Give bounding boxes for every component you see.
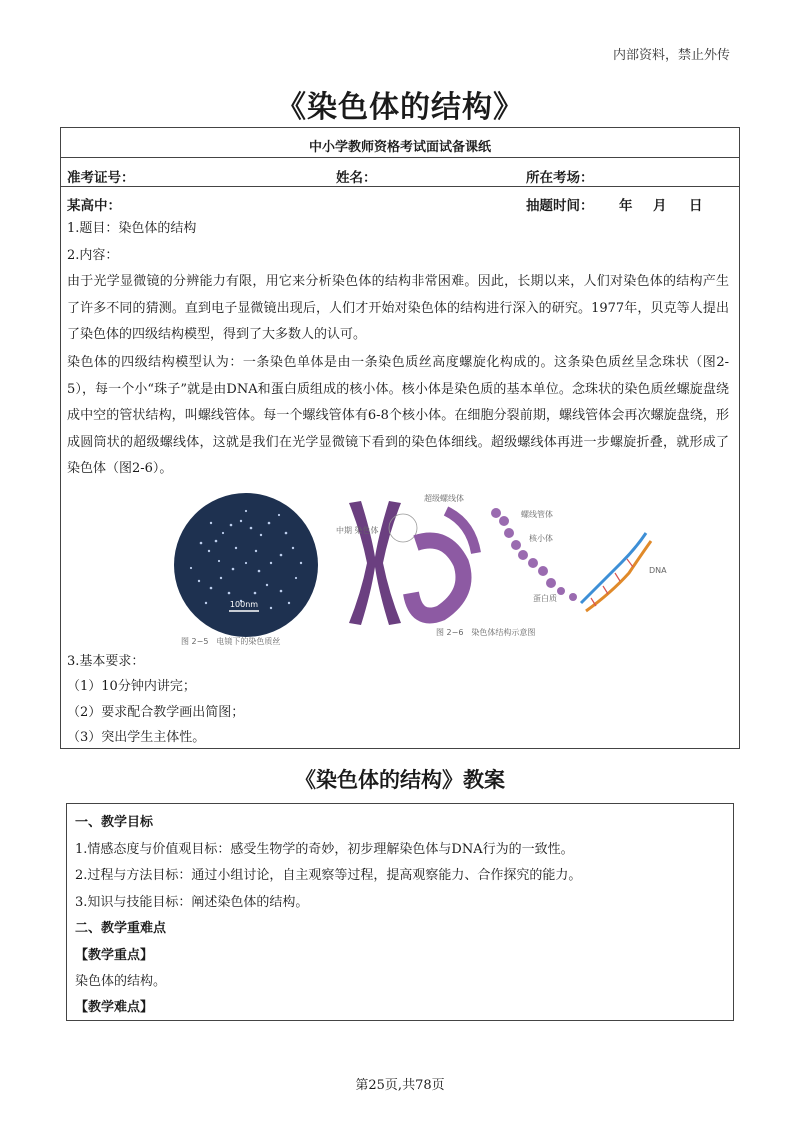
content-paragraph-2: 染色体的四级结构模型认为：一条染色单体是由一条染色质丝高度螺旋化构成的。这条染色质丝呈念珠状（图2-5），每一个小“珠子”就是由DNA和蛋白质组成的核小体。核小体是染色质的基本单位。念珠状的染色质丝螺旋盘绕成中空的管状结构，叫螺线管体。每一个螺线管体有6-8个核小体。在细胞分裂前期，螺线管体会再次螺旋盘绕，形成圆筒状的超级螺线体，这就是我们在光学显微镜下看到的染色体细线。超级螺线体再进一步螺旋折叠，就形成了染色体（图2-6）。 bbox=[67, 355, 729, 476]
label-middle-chromosome: 中期 染色体 bbox=[336, 526, 379, 535]
label-dna: DNA bbox=[649, 566, 667, 575]
requirement-item: （2）要求配合教学画出简图； bbox=[67, 705, 245, 720]
month-label: 月 bbox=[653, 198, 667, 214]
sheet-header: 中小学教师资格考试面试备课纸 bbox=[308, 140, 491, 155]
key-point-text: 染色体的结构。 bbox=[75, 974, 167, 989]
requirement-item: （1）10分钟内讲完； bbox=[67, 679, 196, 694]
name-label: 姓名： bbox=[336, 170, 377, 186]
label-super-coil: 超级螺线体 bbox=[424, 494, 464, 503]
content-paragraph-1: 由于光学显微镜的分辨能力有限，用它来分析染色体的结构非常困难。因此，长期以来，人们对染色体的结构产生了许多不同的猜测。直到电子显微镜出现后，人们才开始对染色体的结构进行深入的研究。1977年，贝克等人提出了染色体的四级结构模型，得到了大多数人的认可。 bbox=[67, 274, 729, 342]
goal-item: 1.情感态度与价值观目标：感受生物学的奇妙，初步理解染色体与DNA行为的一致性。 bbox=[75, 842, 574, 857]
level-label: 某高中： bbox=[67, 198, 121, 214]
topic-line: 1.题目：染色体的结构 bbox=[67, 221, 197, 236]
watermark-text: 内部资料，禁止外传 bbox=[612, 48, 730, 63]
divider bbox=[61, 157, 739, 158]
page-title: 《染色体的结构》 bbox=[276, 90, 524, 125]
goal-item: 3.知识与技能目标：阐述染色体的结构。 bbox=[75, 895, 309, 910]
year-label: 年 bbox=[619, 198, 633, 214]
figure-2-5-caption: 图 2−5 电镜下的染色质丝 bbox=[181, 637, 281, 646]
key-point-label: 【教学重点】 bbox=[75, 948, 154, 963]
figure-2-6-caption: 图 2−6 染色体结构示意图 bbox=[436, 628, 536, 637]
label-solenoid: 螺线管体 bbox=[521, 510, 553, 519]
chromosome-figure bbox=[171, 493, 671, 648]
label-protein: 蛋白质 bbox=[533, 594, 557, 603]
scale-bar-label: 100nm bbox=[229, 600, 259, 609]
micrograph-image bbox=[174, 493, 318, 646]
goal-item: 2.过程与方法目标：通过小组讨论，自主观察等过程，提高观察能力、合作探究的能力。 bbox=[75, 868, 582, 883]
exam-room-label: 所在考场： bbox=[526, 170, 594, 186]
difficulty-label: 【教学难点】 bbox=[75, 1000, 154, 1015]
requirements-label: 3.基本要求： bbox=[67, 654, 145, 669]
section-key-difficult: 二、教学重难点 bbox=[75, 921, 167, 936]
divider bbox=[61, 186, 739, 187]
lesson-plan-box bbox=[66, 803, 734, 1021]
day-label: 日 bbox=[689, 198, 703, 214]
lesson-plan-title: 《染色体的结构》教案 bbox=[295, 767, 505, 792]
draw-time-label: 抽题时间： bbox=[526, 198, 594, 214]
content-label: 2.内容： bbox=[67, 248, 119, 263]
section-teaching-goals: 一、教学目标 bbox=[75, 815, 154, 830]
exam-id-label: 准考证号： bbox=[67, 170, 135, 186]
prep-sheet-table bbox=[60, 127, 740, 749]
requirement-item: （3）突出学生主体性。 bbox=[67, 730, 206, 745]
chromosome-structure-diagram bbox=[336, 493, 667, 637]
label-nucleosome: 核小体 bbox=[529, 534, 553, 543]
page-footer: 第25页,共78页 bbox=[355, 1078, 445, 1093]
